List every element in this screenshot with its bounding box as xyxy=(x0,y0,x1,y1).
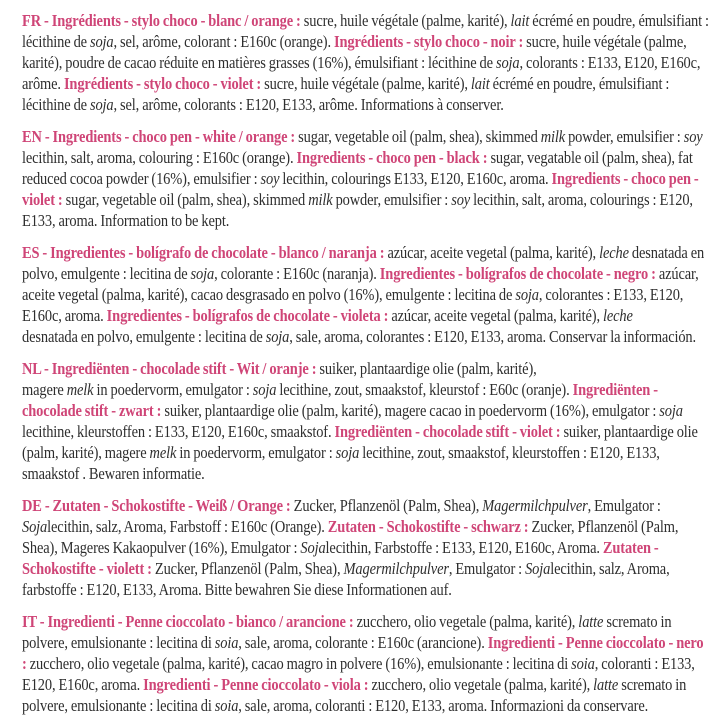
allergen-word: leche xyxy=(602,306,633,325)
section-heading: Ingrediënten - chocolade stift - violet : xyxy=(334,422,564,441)
body-text: azúcar, aceite vegetal (palma, karité), cacao desgrasado en polvo (16%), emulgente : lecitina de xyxy=(22,264,699,304)
allergen-word: Soja xyxy=(300,538,326,557)
ingredients-sections xyxy=(22,10,710,716)
body-text: scremato in polvere, emulsionante : lecitina di xyxy=(22,675,687,715)
body-text: Zucker, Pflanzenöl (Palm, Shea), xyxy=(154,559,344,578)
section-heading: Ingrédients - stylo choco - violet : xyxy=(63,74,265,93)
body-text: Zucker, Pflanzenöl (Palm, Shea), xyxy=(293,496,483,515)
allergen-word: Soja xyxy=(525,559,551,578)
body-text: suiker, plantaardige olie (palm, karité), magere cacao in poedervorm (16%), emulgator : xyxy=(164,401,660,420)
body-text: , colorante : E160c (naranja). xyxy=(214,264,380,283)
body-text: scremato in polvere, emulsionante : lecitina di xyxy=(22,612,672,652)
allergen-word: melk xyxy=(149,443,177,462)
body-text: lecithine, zout, smaakstof, kleurstoffen : E120, E133, smaakstof . Bewaren informatie. xyxy=(22,443,660,483)
ingredients-label xyxy=(22,10,710,727)
section-heading: ES - Ingredientes - bolígrafo de chocolate - blanco / naranja : xyxy=(22,243,388,262)
body-text: , sel, arôme, colorants : E120, E133, arôme. Informations à conserver. xyxy=(113,95,504,114)
body-text: lecithin, Farbstoffe : E133, E120, E160c, Aroma. xyxy=(325,538,603,557)
ingredient-section-es xyxy=(22,242,710,347)
allergen-word: soia xyxy=(214,696,239,715)
allergen-word: lait xyxy=(470,74,490,93)
body-text: lecithin, salt, aroma, colouring : E160c (orange). xyxy=(22,148,297,167)
body-text: in poedervorm, emulgator : xyxy=(176,443,336,462)
body-text: lecithine, kleurstoffen : E133, E120, E160c, smaakstof. xyxy=(22,422,335,441)
body-text: , colorants : E133, E120, E160c, arôme. xyxy=(22,53,701,93)
section-heading: Ingredients - choco pen - violet : xyxy=(22,169,699,209)
allergen-word: latte xyxy=(578,612,604,631)
allergen-word: soja xyxy=(190,264,215,283)
body-text: azúcar, aceite vegetal (palma, karité), xyxy=(391,306,603,325)
allergen-word: Soja xyxy=(22,517,48,536)
allergen-word: soja xyxy=(335,443,360,462)
section-heading: Ingredienti - Penne cioccolato - nero : xyxy=(22,633,704,673)
body-text: zucchero, olio vegetale (palma, karité), xyxy=(371,675,594,694)
body-text: Zucker, Pflanzenöl (Palm, Shea), Mageres Kakaopulver (16%), Emulgator : xyxy=(22,517,679,557)
allergen-word: latte xyxy=(593,675,619,694)
body-text: magere xyxy=(22,380,67,399)
allergen-word: soia xyxy=(571,654,595,673)
allergen-word: leche xyxy=(599,243,629,262)
body-text: écrémé en poudre, émulsifiant : lécithine de xyxy=(22,74,670,114)
body-text: desnatada en polvo, emulgente : lecitina de xyxy=(22,327,266,346)
ingredient-section-de xyxy=(22,495,710,600)
body-text: sucre, huile végétale (palme, karité), xyxy=(303,11,511,30)
section-heading: Ingrediënten - chocolade stift - zwart : xyxy=(22,380,658,420)
body-text: , coloranti : E133, E120, E160c, aroma. xyxy=(22,654,695,694)
body-text: , sale, aroma, colorante : E160c (arancione). xyxy=(238,633,488,652)
allergen-word: soy xyxy=(683,127,703,146)
allergen-word: soia xyxy=(214,633,239,652)
allergen-word: milk xyxy=(308,190,333,209)
allergen-word: soy xyxy=(260,169,280,188)
body-text: suiker, plantaardige olie (palm, karité), magere xyxy=(22,422,698,462)
section-heading: Ingredients - choco pen - black : xyxy=(296,148,491,167)
body-text: sugar, vegetable oil (palm, shea), skimmed xyxy=(65,190,309,209)
section-heading: Ingredientes - bolígrafos de chocolate - violeta : xyxy=(106,306,392,325)
section-heading: DE - Zutaten - Schokostifte - Weiß / Orange : xyxy=(22,496,294,515)
body-text: sugar, vegatable oil (palm, shea), fat reduced cocoa powder (16%), emulsifier : xyxy=(22,148,693,188)
section-heading: Ingredientes - bolígrafos de chocolate - negro : xyxy=(379,264,659,283)
body-text: lecithin, salt, aroma, colourings : E120, E133, aroma. Information to be kept. xyxy=(22,190,693,230)
body-text: , sale, aroma, coloranti : E120, E133, aroma. Informazioni da conservare. xyxy=(238,696,649,715)
body-text: azúcar, aceite vegetal (palma, karité), xyxy=(387,243,600,262)
body-text: , sel, arôme, colorant : E160c (orange). xyxy=(113,32,334,51)
body-text: desnatada en polvo, emulgente : lecitina de xyxy=(22,243,705,283)
body-text: , sale, aroma, colorantes : E120, E133, aroma. Conservar la información. xyxy=(289,327,697,346)
allergen-word: soja xyxy=(515,285,539,304)
allergen-word: soja xyxy=(265,327,290,346)
section-heading: Ingredienti - Penne cioccolato - viola : xyxy=(143,675,372,694)
allergen-word: lait xyxy=(510,11,530,30)
body-text: sucre, huile végétale (palme, karité), poudre de cacao réduite en matières grasses (16%), émulsifiant : lécithine de xyxy=(22,32,687,72)
body-text: lecithin, salz, Aroma, farbstoffe : E120, E133, Aroma. Bitte bewahren Sie diese Informationen auf. xyxy=(22,559,670,599)
body-text: in poedervorm, emulgator : xyxy=(93,380,253,399)
allergen-word: soja xyxy=(89,95,114,114)
ingredient-section-it xyxy=(22,611,710,716)
body-text: , Emulgator : xyxy=(587,496,661,515)
allergen-word: soja xyxy=(659,401,683,420)
section-heading: EN - Ingredients - choco pen - white / orange : xyxy=(22,127,299,146)
body-text: lecithin, salz, Aroma, Farbstoff : E160c (Orange). xyxy=(47,517,328,536)
section-heading: Zutaten - Schokostifte - violett : xyxy=(22,538,659,578)
body-text: zucchero, olio vegetale (palma, karité), xyxy=(356,612,579,631)
allergen-word: Magermilchpulver xyxy=(343,559,449,578)
section-heading: Zutaten - Schokostifte - schwarz : xyxy=(327,517,532,536)
body-text: sugar, vegetable oil (palm, shea), skimmed xyxy=(298,127,541,146)
ingredient-section-nl xyxy=(22,358,710,484)
allergen-word: melk xyxy=(66,380,94,399)
ingredient-section-en xyxy=(22,126,710,231)
body-text: lecithine, zout, smaakstof, kleurstof : E60c (oranje). xyxy=(276,380,573,399)
body-text: powder, emulsifier : xyxy=(565,127,684,146)
section-heading: FR - Ingrédients - stylo choco - blanc / orange : xyxy=(22,11,304,30)
allergen-word: soja xyxy=(252,380,277,399)
body-text: écrémé en poudre, émulsifiant : lécithine de xyxy=(22,11,709,51)
allergen-word: soja xyxy=(89,32,114,51)
allergen-word: soy xyxy=(451,190,471,209)
allergen-word: soja xyxy=(495,53,520,72)
body-text: zucchero, olio vegetale (palma, karité), cacao magro in polvere (16%), emulsionante : lecitina di xyxy=(29,654,572,673)
body-text: , Emulgator : xyxy=(448,559,526,578)
body-text: sucre, huile végétale (palme, karité), xyxy=(264,74,471,93)
body-text: suiker, plantaardige olie (palm, karité), xyxy=(319,359,537,378)
allergen-word: milk xyxy=(540,127,566,146)
ingredient-section-fr xyxy=(22,10,710,115)
section-heading: IT - Ingredienti - Penne cioccolato - bianco / arancione : xyxy=(22,612,357,631)
section-heading: NL - Ingrediënten - chocolade stift - Wit / oranje : xyxy=(22,359,320,378)
body-text: , colorantes : E133, E120, E160c, aroma. xyxy=(22,285,684,325)
section-heading: Ingrédients - stylo choco - noir : xyxy=(333,32,527,51)
allergen-word: Magermilchpulver xyxy=(482,496,588,515)
body-text: powder, emulsifier : xyxy=(332,190,452,209)
body-text: lecithin, colourings E133, E120, E160c, aroma. xyxy=(279,169,552,188)
